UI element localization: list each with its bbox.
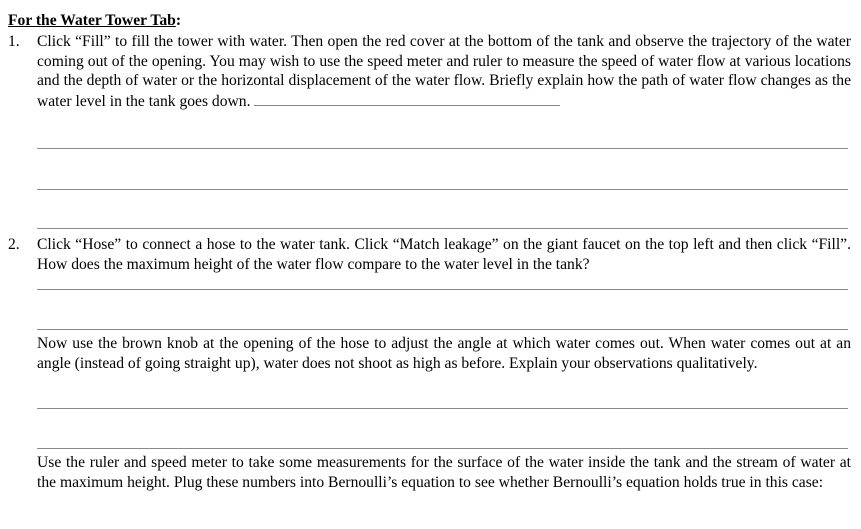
answer-line-6[interactable] [37, 408, 848, 409]
section-title-text: For the Water Tower Tab [8, 12, 176, 29]
question-2-text: Click “Hose” to connect a hose to the water tank. Click “Match leakage” on the giant faucet on the top left and then click “Fill”. How does the maximum height of the water flow compare to the water level in the tank? [37, 236, 851, 273]
answer-line-4[interactable] [37, 289, 848, 290]
answer-line-2[interactable] [37, 189, 848, 190]
question-1-number: 1. [8, 33, 20, 50]
answer-line-3[interactable] [37, 228, 848, 229]
question-2-number: 2. [8, 236, 20, 253]
question-1 [37, 32, 851, 111]
section-title [8, 11, 181, 30]
question-2-followup-2: Use the ruler and speed meter to take some measurements for the surface of the water inside the tank and the stream of water at the maximum height. Plug these numbers into Bernoulli’s equation to see whether Bernoulli’s equation holds true in this case: [37, 454, 851, 491]
answer-blank-inline[interactable] [254, 91, 560, 106]
question-2-followup-1: Now use the brown knob at the opening of the hose to adjust the angle at which water comes out. When water comes out at an angle (instead of going straight up), water does not shoot as high as before. Explain your observations qualitatively. [37, 335, 851, 372]
answer-line-7[interactable] [37, 448, 848, 449]
question-1-text: Click “Fill” to fill the tower with water. Then open the red cover at the bottom of the tank and observe the trajectory of the water coming out of the opening. You may wish to use the speed meter and ruler to measure the speed of water flow at various locations and the depth of water or the horizontal displacement of the water flow. Briefly explain how the path of water flow changes as the water level in the tank goes down. [37, 33, 851, 110]
answer-line-5[interactable] [37, 329, 848, 330]
section-title-colon: : [175, 12, 182, 29]
answer-line-1[interactable] [37, 148, 848, 149]
